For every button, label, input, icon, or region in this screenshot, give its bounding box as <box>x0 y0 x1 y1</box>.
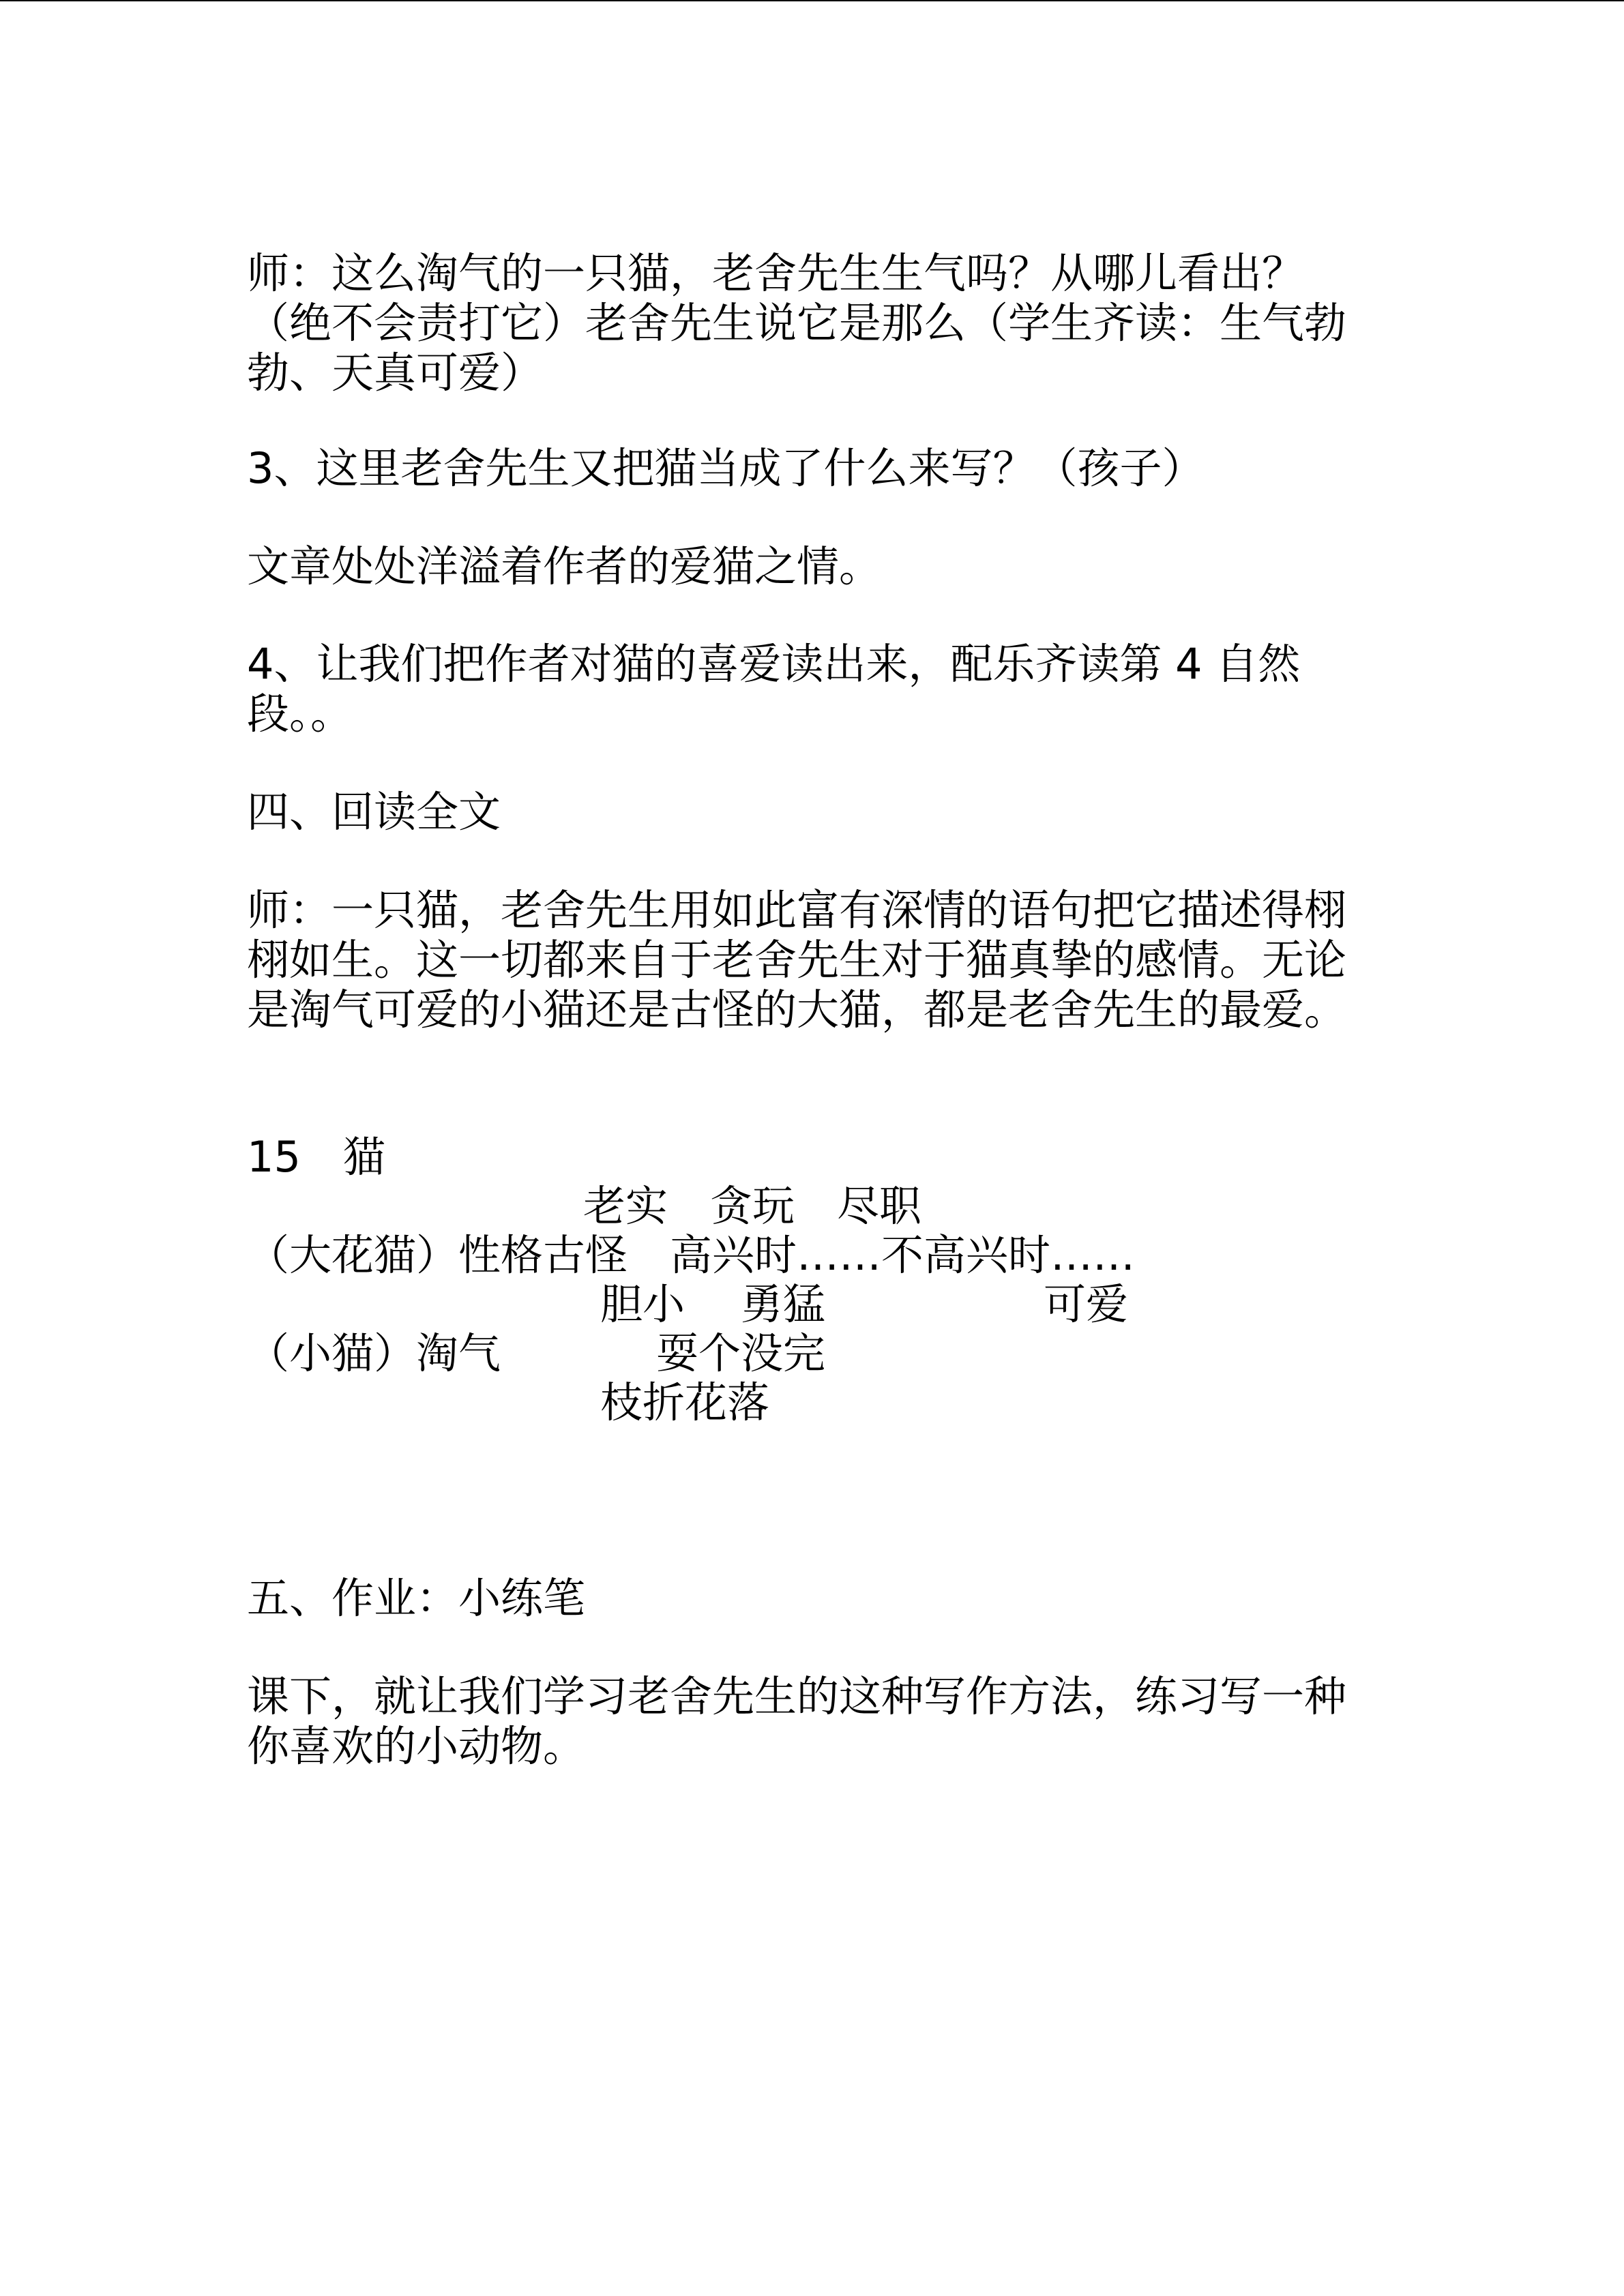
board-phrase-play: 耍个没完 <box>656 1328 826 1378</box>
board-line-kitten: （小猫）淘气 <box>247 1328 501 1378</box>
board-line-traits: 老实 贪玩 尽职 <box>583 1181 922 1231</box>
board-title: 15 猫 <box>247 1132 385 1182</box>
teacher-paragraph-2: 师：一只猫，老舍先生用如此富有深情的语句把它描述得栩栩如生。这一切都来自于老舍先生对于猫真挚的感情。无论是淘气可爱的小猫还是古怪的大猫，都是老舍先生的最爱。 <box>247 885 1347 1034</box>
section-heading-5: 五、作业：小练笔 <box>247 1573 586 1623</box>
board-line-big-cat: （大花猫）性格古怪 高兴时……不高兴时…… <box>247 1230 1136 1280</box>
teacher-paragraph-1: 师：这么淘气的一只猫，老舍先生生气吗？从哪儿看出？（绝不会责打它）老舍先生说它是那么（学生齐读：生气勃勃、天真可爱） <box>247 248 1347 398</box>
board-word-lovely: 可爱 <box>1044 1279 1129 1329</box>
summary-paragraph: 文章处处洋溢着作者的爱猫之情。 <box>247 541 882 591</box>
board-line-timid-brave: 胆小 勇猛 <box>600 1279 825 1329</box>
board-line-branches: 枝折花落 <box>600 1377 770 1427</box>
question-3-paragraph: 3、这里老舍先生又把猫当成了什么来写？（孩子） <box>247 443 1205 493</box>
section-heading-4: 四、回读全文 <box>247 787 501 837</box>
question-4-paragraph: 4、让我们把作者对猫的喜爱读出来，配乐齐读第 4 自然段。。 <box>247 639 1301 739</box>
homework-paragraph: 课下，就让我们学习老舍先生的这种写作方法，练习写一种你喜欢的小动物。 <box>247 1671 1347 1771</box>
